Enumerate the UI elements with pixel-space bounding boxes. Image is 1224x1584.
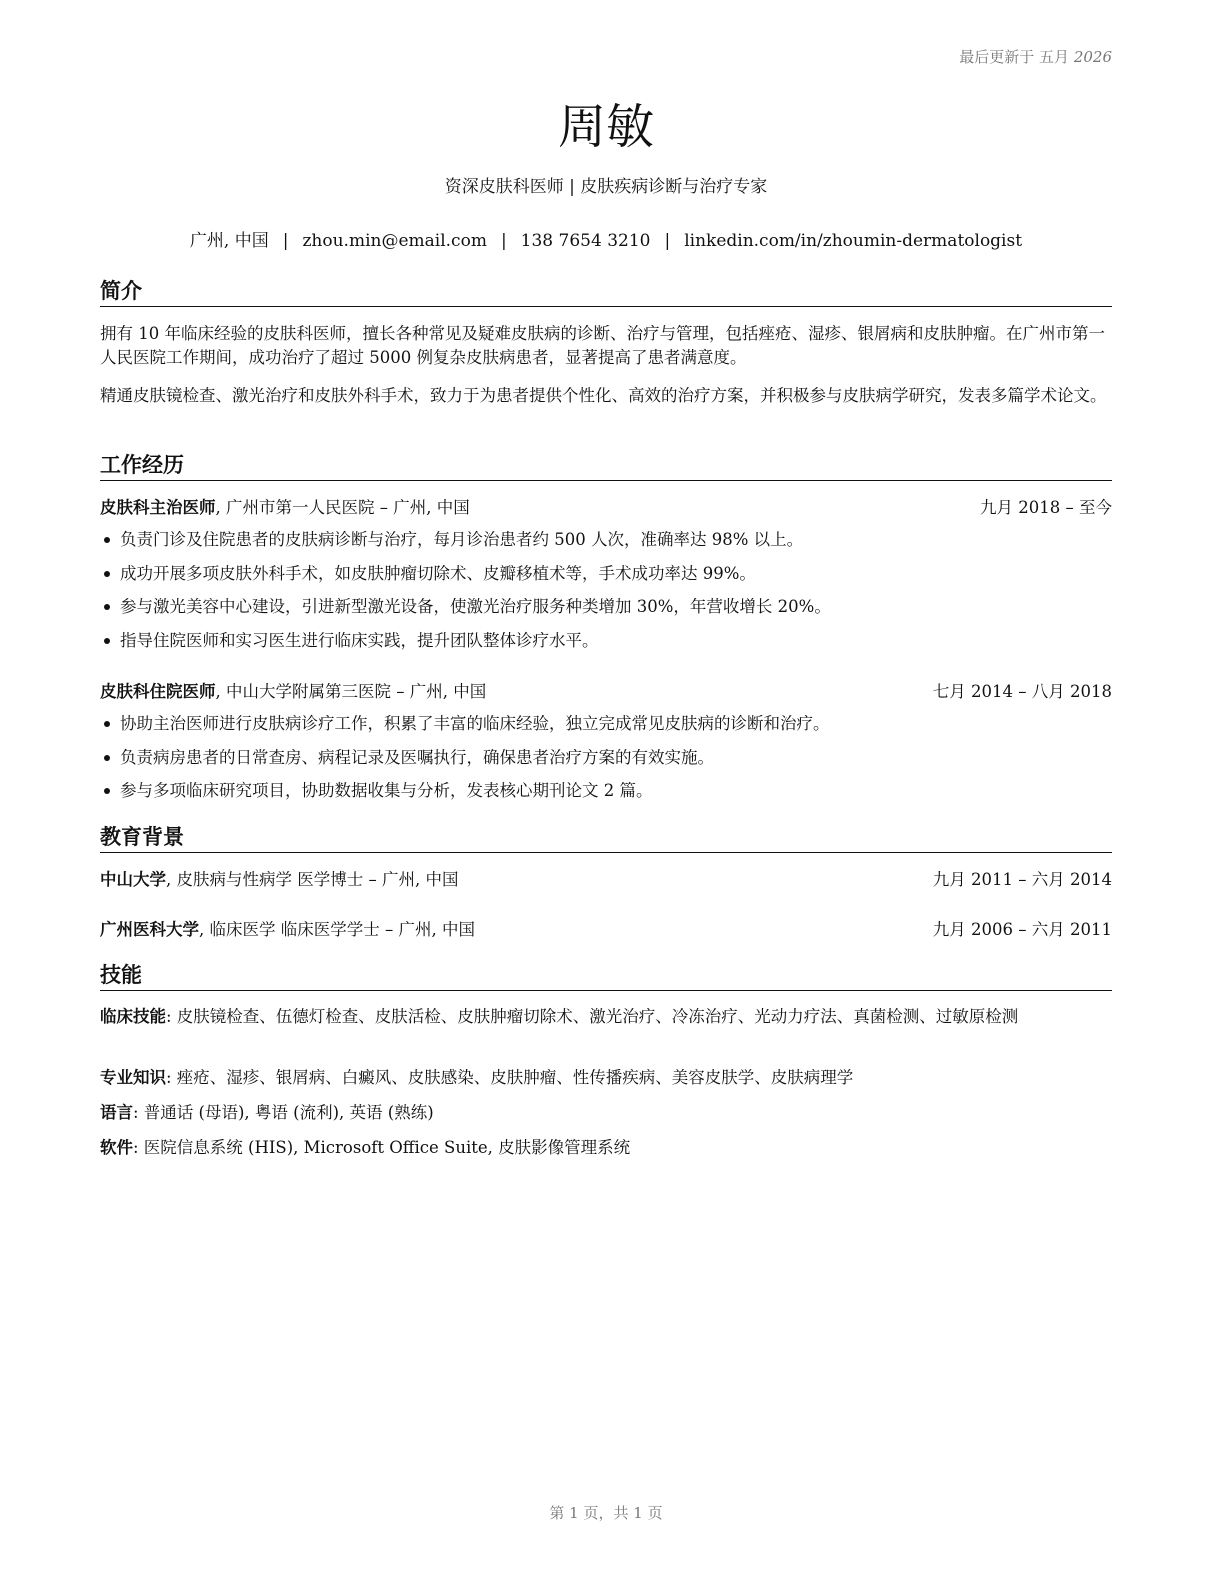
job-bullet: 参与激光美容中心建设，引进新型激光设备，使激光治疗服务种类增加 30%，年营收增长 20%。 <box>100 595 1112 629</box>
last-updated-year: 2026 <box>1073 48 1112 66</box>
job-bullets <box>100 712 1112 813</box>
job-bullet: 协助主治医师进行皮肤病诊疗工作，积累了丰富的临床经验，独立完成常见皮肤病的诊断和治疗。 <box>100 712 1112 746</box>
education-item <box>100 918 1112 942</box>
summary-paragraph: 拥有 10 年临床经验的皮肤科医师，擅长各种常见及疑难皮肤病的诊断、治疗与管理，包括痤疮、湿疹、银屑病和皮肤肿瘤。在广州市第一人民医院工作期间，成功治疗了超过 5000 例复杂皮肤病患者，显著提高了患者满意度。 <box>100 324 1105 367</box>
section-title-education: 教育背景 <box>100 824 1112 853</box>
last-updated-label: 最后更新于 五月 <box>959 48 1070 66</box>
skill-label: 专业知识 <box>100 1068 166 1087</box>
education-school: 广州医科大学 <box>100 920 199 939</box>
job-header <box>100 680 1112 704</box>
section-title-experience: 工作经历 <box>100 452 1112 481</box>
job-bullet: 负责病房患者的日常查房、病程记录及医嘱执行，确保患者治疗方案的有效实施。 <box>100 746 1112 780</box>
skill-value: : 普通话 (母语), 粤语 (流利), 英语 (熟练) <box>133 1103 434 1122</box>
candidate-subtitle: 资深皮肤科医师 | 皮肤疾病诊断与治疗专家 <box>444 177 768 197</box>
education-detail: , 皮肤病与性病学 医学博士 – 广州, 中国 <box>166 870 459 889</box>
contact-separator: | <box>282 231 289 251</box>
page-footer: 第 1 页，共 1 页 <box>549 1504 663 1522</box>
summary-paragraph: 精通皮肤镜检查、激光治疗和皮肤外科手术，致力于为患者提供个性化、高效的治疗方案，并积极参与皮肤病学研究，发表多篇学术论文。 <box>100 386 1107 405</box>
job-bullet: 参与多项临床研究项目，协助数据收集与分析，发表核心期刊论文 2 篇。 <box>100 779 1112 813</box>
skill-line <box>100 1136 1112 1160</box>
job-bullet: 指导住院医师和实习医生进行临床实践，提升团队整体诊疗水平。 <box>100 629 1112 663</box>
skill-label: 临床技能 <box>100 1007 166 1026</box>
contact-location: 广州, 中国 <box>189 231 269 251</box>
contact-separator: | <box>500 231 507 251</box>
job-org: , 中山大学附属第三医院 – 广州, 中国 <box>215 682 487 701</box>
education-item <box>100 868 1112 892</box>
skill-line <box>100 1066 1112 1090</box>
section-title-skills: 技能 <box>100 962 1112 991</box>
job-bullet: 成功开展多项皮肤外科手术，如皮肤肿瘤切除术、皮瓣移植术等，手术成功率达 99%。 <box>100 562 1112 596</box>
job-dates: 九月 2018 – 至今 <box>980 498 1112 517</box>
section-title-summary: 简介 <box>100 278 1112 307</box>
education-dates: 九月 2006 – 六月 2011 <box>932 920 1112 939</box>
contact-phone[interactable]: 138 7654 3210 <box>520 231 651 251</box>
skill-label: 语言 <box>100 1103 133 1122</box>
job-role: 皮肤科住院医师 <box>100 682 216 701</box>
skill-line <box>100 1005 1112 1029</box>
candidate-name: 周敏 <box>557 99 654 155</box>
skill-line <box>100 1101 1112 1125</box>
job-header <box>100 496 1112 520</box>
education-detail: , 临床医学 临床医学学士 – 广州, 中国 <box>199 920 475 939</box>
contact-linkedin[interactable]: linkedin.com/in/zhoumin-dermatologist <box>684 231 1023 251</box>
contact-separator: | <box>664 231 671 251</box>
job-role: 皮肤科主治医师 <box>100 498 216 517</box>
skill-value: : 皮肤镜检查、伍德灯检查、皮肤活检、皮肤肿瘤切除术、激光治疗、冷冻治疗、光动力疗法、真菌检测、过敏原检测 <box>166 1007 1019 1026</box>
education-dates: 九月 2011 – 六月 2014 <box>932 870 1112 889</box>
contact-email[interactable]: zhou.min@email.com <box>302 231 487 251</box>
resume-page <box>100 0 1112 1584</box>
job-bullets <box>100 528 1112 662</box>
contact-line <box>100 226 1112 251</box>
skill-value: : 医院信息系统 (HIS), Microsoft Office Suite, 皮肤影像管理系统 <box>133 1138 631 1157</box>
skill-label: 软件 <box>100 1138 133 1157</box>
job-bullet: 负责门诊及住院患者的皮肤病诊断与治疗，每月诊治患者约 500 人次，准确率达 98% 以上。 <box>100 528 1112 562</box>
last-updated <box>959 46 1112 67</box>
job-dates: 七月 2014 – 八月 2018 <box>932 682 1112 701</box>
job-org: , 广州市第一人民医院 – 广州, 中国 <box>215 498 470 517</box>
education-school: 中山大学 <box>100 870 166 889</box>
skill-value: : 痤疮、湿疹、银屑病、白癜风、皮肤感染、皮肤肿瘤、性传播疾病、美容皮肤学、皮肤病理学 <box>166 1068 854 1087</box>
